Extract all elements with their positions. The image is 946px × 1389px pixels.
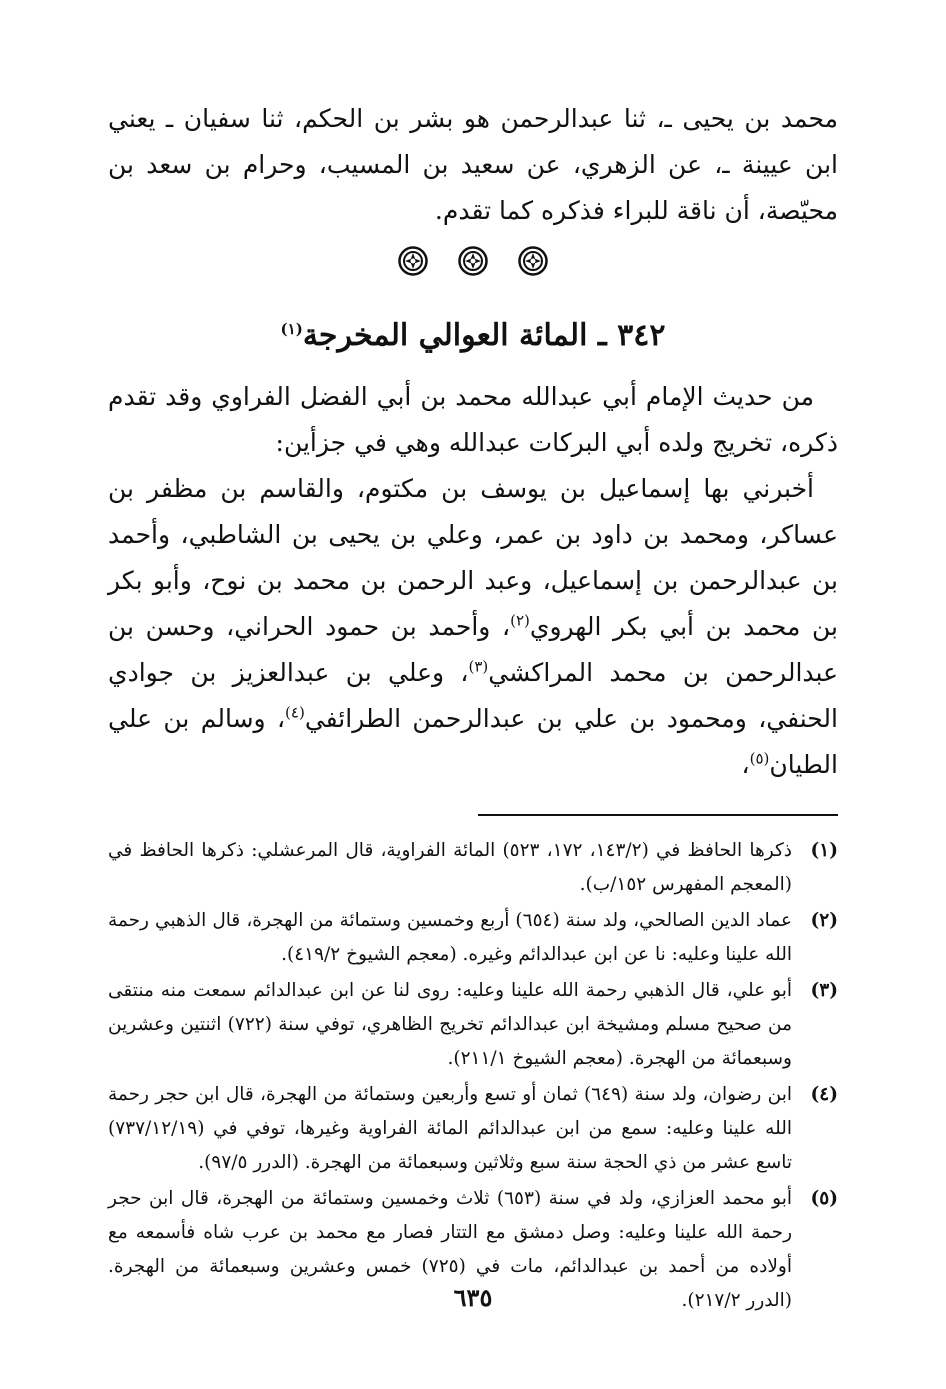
page-number: ٦٣٥ [453, 1283, 493, 1312]
footnote-text: عماد الدين الصالحي، ولد سنة (٦٥٤) أربع وخمسين وستمائة من الهجرة، قال الذهبي رحمة الله علينا وعليه: نا عن ابن عبدالدائم وغيره. (معجم الشيوخ ٤١٩/٢). [108, 910, 792, 965]
chain-text: ، وأحمد بن حمود الحراني، وحسن بن عبدالرحمن بن محمد المراكشي [108, 612, 838, 687]
footnote-text: ذكرها الحافظ في (١٤٣/٢، ١٧٢، ٥٢٣) المائة الفراوية، قال المرعشلي: ذكرها الحافظ في (المعجم المفهرس ١٥٢/ب). [108, 840, 793, 895]
top-paragraph: محمد بن يحيى ـ، ثنا عبدالرحمن هو بشر بن الحكم، ثنا سفيان ـ يعني ابن عيينة ـ، عن الزهري، عن سعيد بن المسيب، وحرام بن سعد بن محيّصة، أن ناقة للبراء فذكره كما تقدم. [108, 104, 838, 225]
footnotes [108, 834, 838, 1318]
footnote-ref: (٤) [285, 703, 305, 722]
footnote-ref: (١) [280, 320, 303, 338]
chain-text: ، وعلي بن عبدالعزيز بن جوادي الحنفي، ومحمود بن علي بن عبدالرحمن الطرائفي [108, 658, 838, 733]
footnote [108, 1078, 838, 1180]
footnote-text: أبو محمد العزازي، ولد في سنة (٦٥٣) ثلاث وخمسين وستمائة من الهجرة، قال ابن حجر رحمة الله علينا وعليه: وصل دمشق مع التتار فصار مع محمد بن عرب شاه فأسمعه مع أولاده من أحمد بن عبدالدائم، مات في (٧٢٥) خمس وعشرين وسبعمائة من الهجرة. (الدرر ٢١٧/٢). [108, 1188, 792, 1311]
footnote [108, 974, 838, 1076]
footnote [108, 904, 838, 972]
footnote-ref: (٢) [510, 611, 530, 630]
footnote-number: (٣) [810, 980, 838, 1001]
footnote-ref: (٣) [468, 657, 489, 676]
chain-text: ، [741, 750, 750, 779]
footnote-text: أبو علي، قال الذهبي رحمة الله علينا وعليه: روى لنا عن ابن عبدالدائم سمعت منه منتقى من صحيح مسلم ومشيخة ابن عبدالدائم تخريج الظاهري، توفي سنة (٧٢٢) اثنتين وعشرين وسبعمائة من الهجرة. (معجم الشيوخ ٢١١/١). [108, 980, 792, 1069]
section-heading [108, 310, 838, 362]
section-divider-ornaments [108, 246, 838, 276]
footnote-number: (٢) [810, 910, 838, 931]
footnote [108, 834, 838, 902]
footnote-separator [478, 814, 838, 816]
footnote-number: (٤) [810, 1084, 838, 1105]
flower-ornament-icon [518, 246, 548, 276]
intro-paragraph: من حديث الإمام أبي عبدالله محمد بن أبي الفضل الفراوي وقد تقدم ذكره، تخريج ولده أبي البركات عبدالله وهي في جزأين: [108, 382, 838, 457]
flower-ornament-icon [398, 246, 428, 276]
chain-text: ، وسالم بن علي الطيان [108, 704, 838, 779]
footnote-text: ابن رضوان، ولد سنة (٦٤٩) ثمان أو تسع وأربعين وستمائة من الهجرة، قال ابن حجر رحمة الله علينا وعليه: سمع من ابن عبدالدائم المائة الفراوية وغيرها، توفي في (٧٣٧/١٢/١٩) تاسع عشر من ذي الحجة سنة سبع وثلاثين وسبعمائة من الهجرة. (الدرر ٩٧/٥). [108, 1084, 792, 1173]
chain-paragraph [108, 466, 838, 788]
heading-text: ٣٤٢ ـ المائة العوالي المخرجة [302, 318, 666, 353]
footnote-number: (١) [810, 840, 838, 861]
footnote-ref: (٥) [749, 749, 770, 768]
flower-ornament-icon [458, 246, 488, 276]
footnote-number: (٥) [810, 1188, 838, 1209]
chain-text: أخبرني بها إسماعيل بن يوسف بن مكتوم، والقاسم بن مظفر بن عساكر، ومحمد بن داود بن عمر، وعلي بن يحيى بن الشاطبي، وأحمد بن عبدالرحمن بن إسماعيل، وعبد الرحمن بن محمد بن نوح، وأبو بكر بن محمد بن أبي بكر الهروي [108, 474, 838, 641]
